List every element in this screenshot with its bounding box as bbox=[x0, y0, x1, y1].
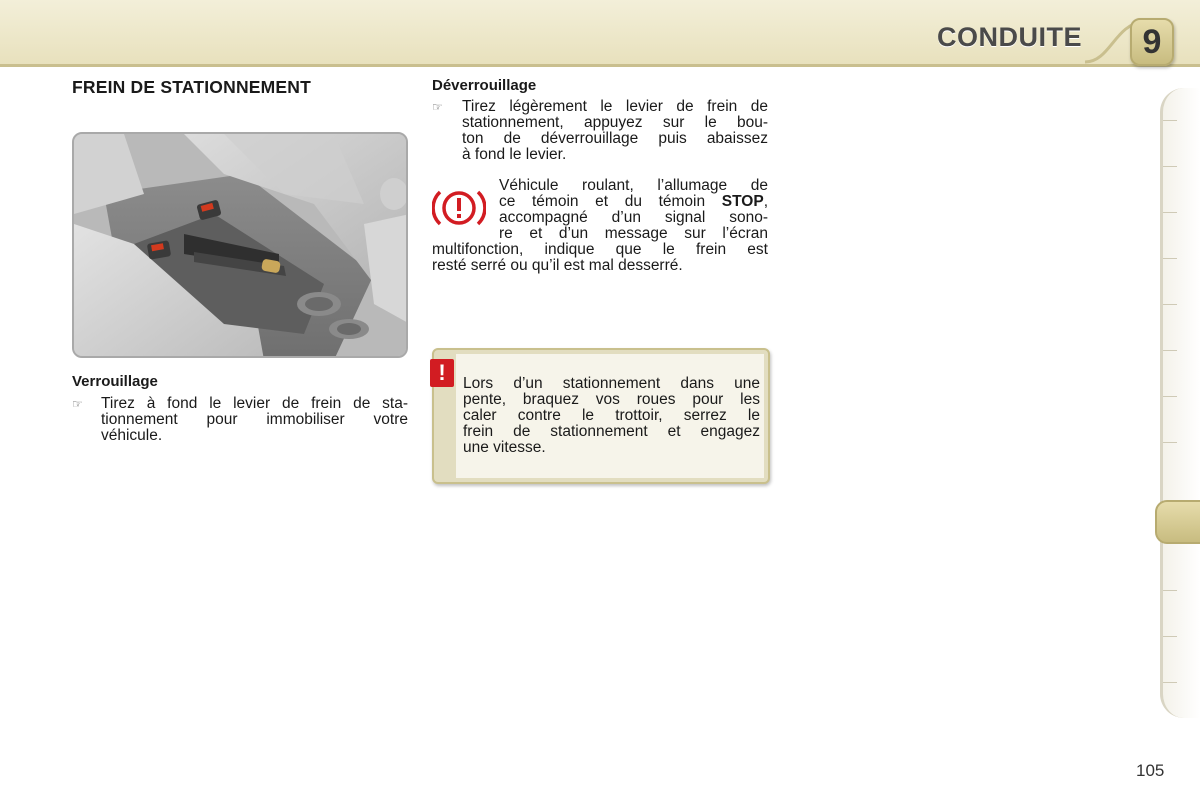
chapter-tab-rail bbox=[1160, 88, 1200, 718]
handbrake-photo bbox=[72, 132, 408, 358]
chapter-tab-divider bbox=[1163, 636, 1177, 637]
lock-heading: Verrouillage bbox=[72, 373, 158, 390]
page-number: 105 bbox=[1136, 761, 1165, 780]
chapter-number-badge: 9 bbox=[1130, 18, 1174, 66]
text-line: multifonction, indique que le frein est bbox=[432, 241, 768, 258]
text-line: caler contre le trottoir, serrez le bbox=[463, 407, 760, 424]
chapter-tab-active[interactable] bbox=[1155, 500, 1200, 544]
warning-text-bottom bbox=[432, 242, 768, 274]
unlock-heading: Déverrouillage bbox=[432, 77, 537, 94]
brake-warning-lamp-icon bbox=[432, 186, 486, 230]
stop-emphasis: STOP bbox=[721, 193, 764, 210]
text-line: Tirez légèrement le levier de frein de bbox=[462, 98, 768, 115]
chapter-tab-divider bbox=[1163, 212, 1177, 213]
text-line: resté serré ou qu’il est mal desserré. bbox=[432, 257, 683, 274]
chapter-tab-divider bbox=[1163, 350, 1177, 351]
text-fragment: ce témoin et du témoin bbox=[499, 193, 722, 210]
chapter-tab-divider bbox=[1163, 166, 1177, 167]
chapter-tab-divider bbox=[1163, 590, 1177, 591]
chapter-title: CONDUITE bbox=[937, 22, 1082, 52]
text-line: accompagné d’un signal sono- bbox=[499, 209, 768, 226]
text-line: véhicule. bbox=[101, 427, 163, 444]
text-line: Lors d’un stationnement dans une bbox=[463, 375, 760, 392]
text-line: une vitesse. bbox=[463, 439, 546, 456]
lock-instructions bbox=[101, 396, 408, 444]
text-line: Véhicule roulant, l’allumage de bbox=[499, 177, 768, 194]
text-line: tionnement pour immobiliser votre bbox=[101, 411, 408, 428]
text-line: ton de déverrouillage puis abaissez bbox=[462, 130, 768, 147]
chapter-header bbox=[0, 0, 1200, 67]
pointing-hand-icon: ☞ bbox=[432, 100, 443, 114]
unlock-instructions bbox=[462, 99, 768, 163]
text-line: à fond le levier. bbox=[462, 146, 567, 163]
text-line: re et d’un message sur l’écran bbox=[499, 225, 768, 242]
chapter-tab-divider bbox=[1163, 304, 1177, 305]
warning-text-top bbox=[499, 178, 768, 242]
handbrake-illustration bbox=[74, 134, 408, 358]
text-line: frein de stationnement et engagez bbox=[463, 423, 760, 440]
chapter-tab-divider bbox=[1163, 442, 1177, 443]
chapter-tab-divider bbox=[1163, 396, 1177, 397]
chapter-tab-divider bbox=[1163, 258, 1177, 259]
text-line: pente, braquez vos roues pour les bbox=[463, 391, 760, 408]
text-line: stationnement, appuyez sur le bou- bbox=[462, 114, 768, 131]
chapter-tab-divider bbox=[1163, 120, 1177, 121]
chapter-tab-divider bbox=[1163, 682, 1177, 683]
text-fragment: , bbox=[763, 193, 768, 210]
section-title: FREIN DE STATIONNEMENT bbox=[72, 77, 312, 97]
text-line bbox=[499, 194, 768, 210]
pointing-hand-icon: ☞ bbox=[72, 397, 83, 411]
alert-icon: ! bbox=[430, 359, 454, 387]
note-text bbox=[463, 376, 760, 456]
text-line: Tirez à fond le levier de frein de sta- bbox=[101, 395, 408, 412]
